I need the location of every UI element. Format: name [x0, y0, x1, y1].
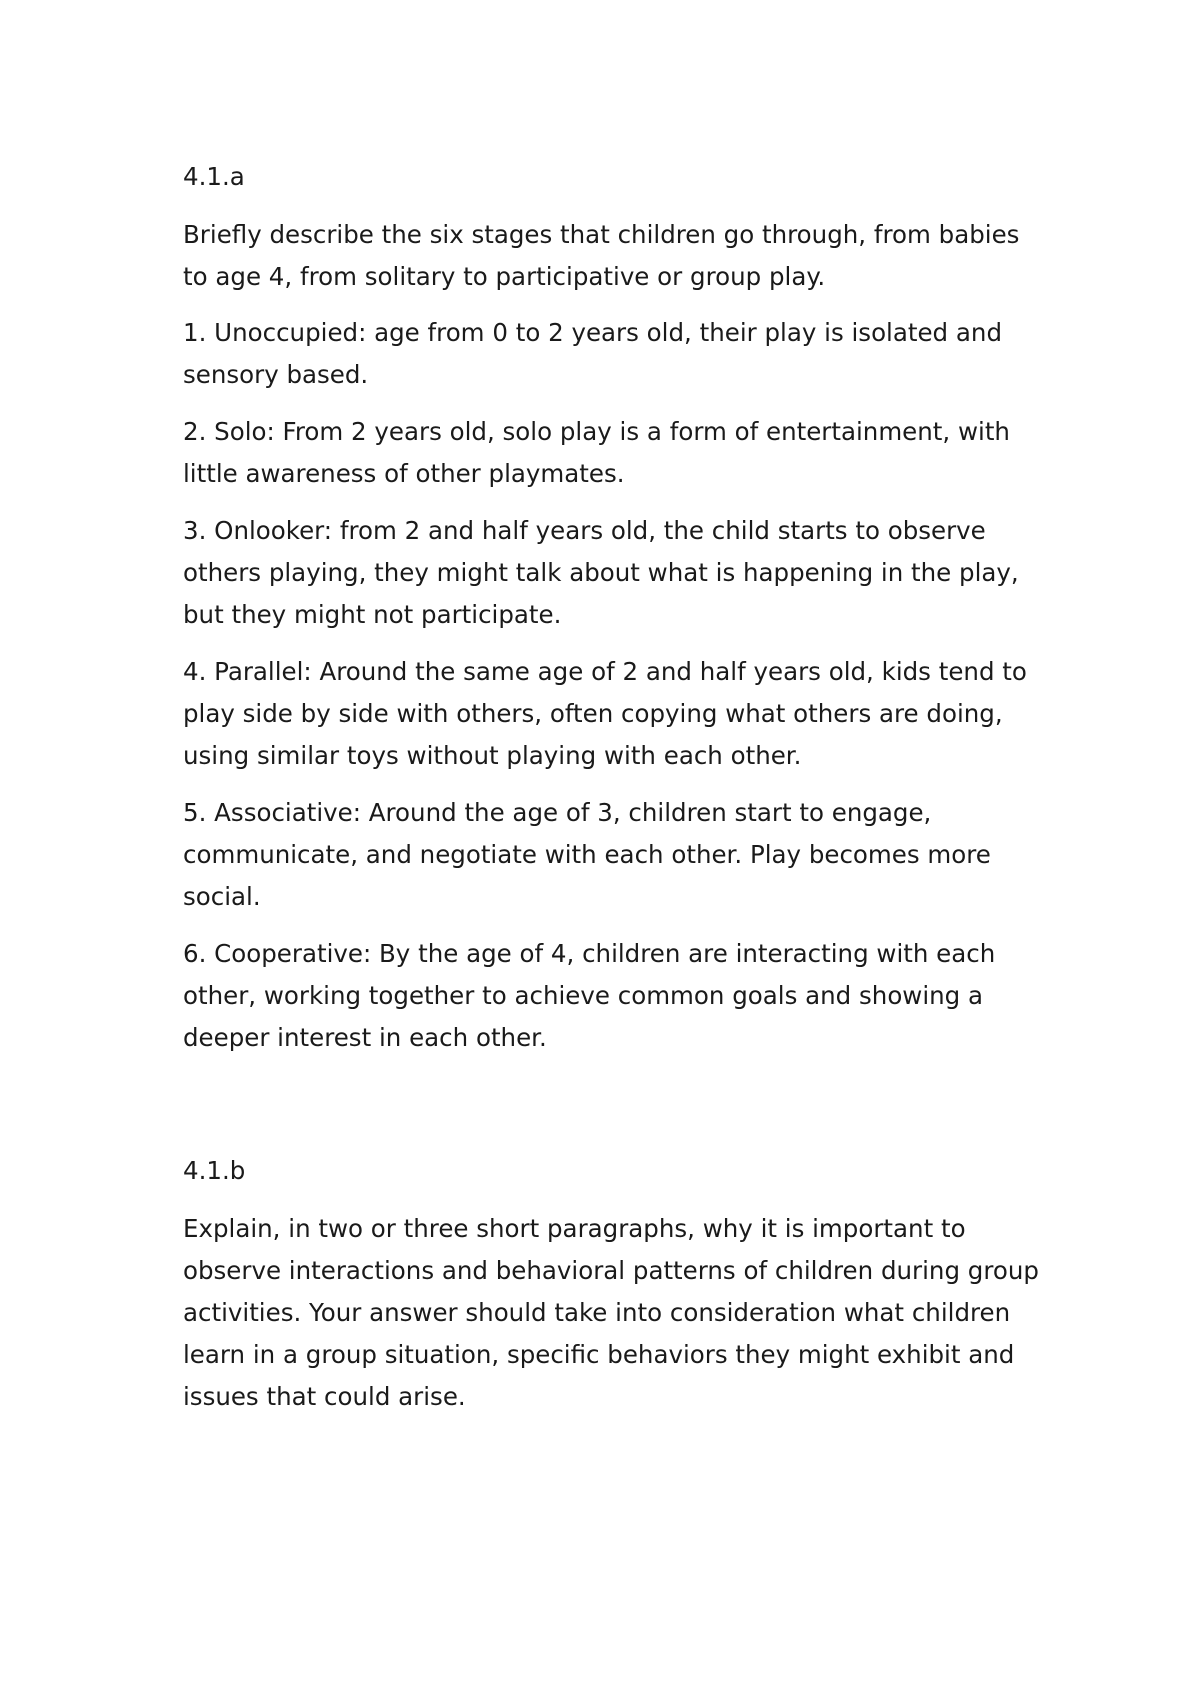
stage-solo: 2. Solo: From 2 years old, solo play is a form of entertainment, with little awareness of other playmates. — [183, 417, 1010, 488]
stage-parallel: 4. Parallel: Around the same age of 2 and half years old, kids tend to play side by side with others, often copying what others are doing, using similar toys without playing with each other. — [183, 657, 1027, 770]
section-b-heading: 4.1.b — [183, 1156, 246, 1185]
stage-cooperative: 6. Cooperative: By the age of 4, children are interacting with each other, working together to achieve common goals and showing a deeper interest in each other. — [183, 939, 996, 1052]
section-b-question: Explain, in two or three short paragraphs, why it is important to observe interactions and behavioral patterns of children during group activities. Your answer should take into consideration what children learn in a group situation, specific behaviors they might exhibit and issues that could arise. — [183, 1214, 1039, 1411]
section-a-heading: 4.1.a — [183, 162, 245, 191]
stage-associative: 5. Associative: Around the age of 3, children start to engage, communicate, and negotiate with each other. Play becomes more social. — [183, 798, 991, 911]
stage-onlooker: 3. Onlooker: from 2 and half years old, the child starts to observe others playing, they might talk about what is happening in the play, but they might not participate. — [183, 516, 1019, 629]
section-a-question: Briefly describe the six stages that children go through, from babies to age 4, from solitary to participative or group play. — [183, 220, 1020, 291]
stage-unoccupied: 1. Unoccupied: age from 0 to 2 years old, their play is isolated and sensory based. — [183, 318, 1002, 389]
